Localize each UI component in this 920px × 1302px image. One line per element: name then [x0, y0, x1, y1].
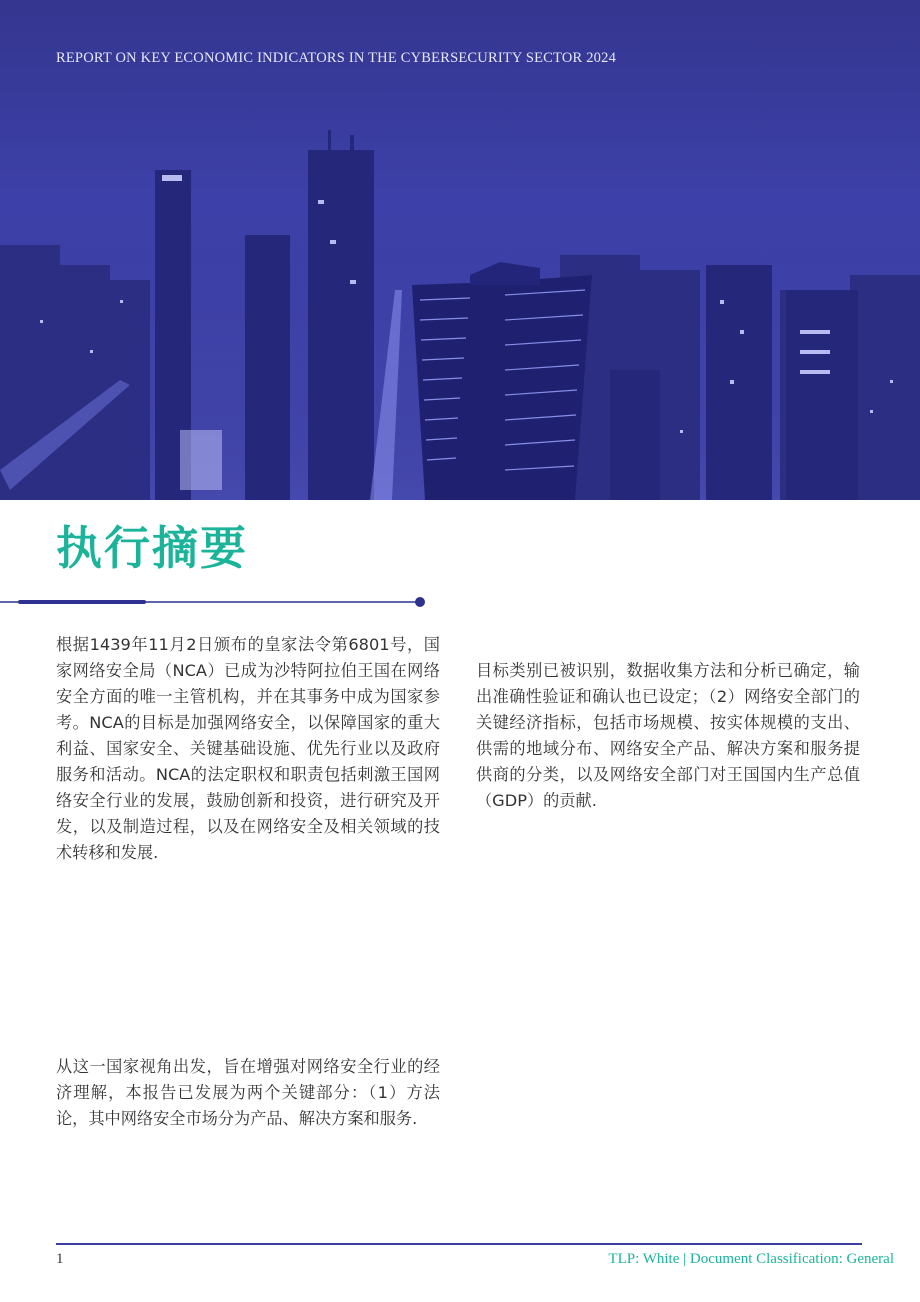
summary-paragraph-3: 目标类别已被识别，数据收集方法和分析已确定，输出准确性验证和确认也已设定；（2）网络安全部门的关键经济指标，包括市场规模、按实体规模的支出、供需的地域分布、网络安全产品、解决方案和服务提供商的分类，以及网络安全部门对王国国内生产总值（GDP）的贡献. — [476, 661, 860, 810]
summary-paragraph-1: 根据1439年11月2日颁布的皇家法令第6801号，国家网络安全局（NCA）已成为沙特阿拉伯王国在网络安全方面的唯一主管机构，并在其事务中成为国家参考。NCA的目标是加强网络安全，以保障国家的重大利益、国家安全、关键基础设施、优先行业以及政府服务和活动。NCA的法定职权和职责包括刺激王国网络安全行业的发展，鼓励创新和投资，进行研究及开发，以及制造过程，以及在网络安全及相关领域的技术转移和发展. — [56, 635, 440, 862]
report-header-title: REPORT ON KEY ECONOMIC INDICATORS IN THE CYBERSECURITY SECTOR 2024 — [56, 50, 617, 66]
page-title: 执行摘要 — [56, 521, 248, 575]
section-divider — [0, 592, 430, 612]
document-classification: TLP: White | Document Classification: General — [608, 1251, 894, 1267]
page-number: 1 — [56, 1251, 64, 1267]
summary-paragraph-2: 从这一国家视角出发，旨在增强对网络安全行业的经济理解，本报告已发展为两个关键部分：（1）方法论，其中网络安全市场分为产品、解决方案和服务. — [56, 1057, 440, 1128]
hero-cityscape-image — [0, 0, 920, 500]
skyline-illustration — [0, 0, 920, 500]
footer-divider — [56, 1243, 862, 1245]
